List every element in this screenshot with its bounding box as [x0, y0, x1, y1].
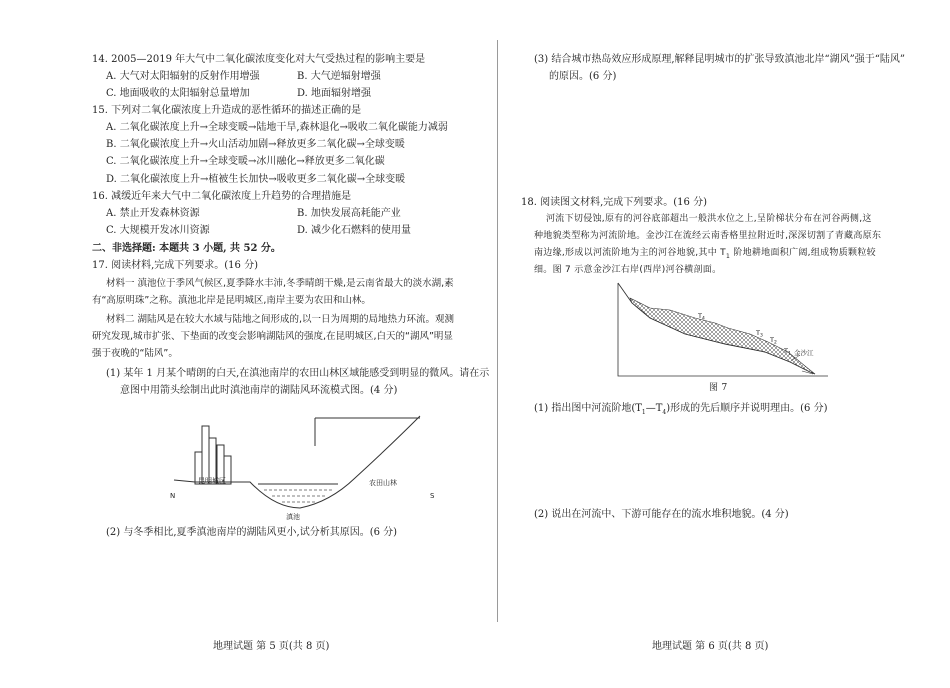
- terrace-t3-label: $T_3$: [756, 329, 763, 339]
- q16-stem: 16. 减缓近年来大气中二氧化碳浓度上升趋势的合理措施是: [92, 191, 352, 202]
- q18-stem: 18. 阅读图文材料,完成下列要求。(16 分): [521, 197, 707, 208]
- river-label: 金沙江: [794, 349, 814, 357]
- terrace-t4-label: $T_4$: [698, 312, 705, 322]
- building: [202, 426, 209, 484]
- q17-sub3-line2: 的原因。(6 分): [549, 71, 617, 82]
- south-label: S: [430, 492, 435, 500]
- q14-option-c[interactable]: C. 地面吸收的太阳辐射总量增加: [106, 88, 250, 99]
- q16-option-c[interactable]: C. 大规模开发冰川资源: [106, 225, 210, 236]
- q17-material2-line2: 研究发现,城市扩张、下垫面的改变会影响湖陆风的强度,在昆明城区,白天的“湖风”明显: [92, 331, 453, 342]
- q16-option-b[interactable]: B. 加快发展高耗能产业: [297, 208, 401, 219]
- left-page-footer: 地理试题 第 5 页(共 8 页): [213, 641, 330, 652]
- terrain-profile: [174, 416, 420, 508]
- q14-option-d[interactable]: D. 地面辐射增强: [297, 88, 372, 99]
- q16-option-d[interactable]: D. 减少化石燃料的使用量: [297, 225, 412, 236]
- q17-sub1-line1: (1) 某年 1 月某个晴朗的白天,在滇池南岸的农田山林区域能感受到明显的微风。请在示: [106, 368, 490, 379]
- q17-material2-line3: 强于夜晚的“陆风”。: [92, 348, 178, 359]
- q18-passage-line2: 种地貌类型称为河流阶地。金沙江在流经云南香格里拉附近时,深深切割了青藏高原东: [534, 231, 882, 241]
- right-page-footer: 地理试题 第 6 页(共 8 页): [652, 641, 769, 652]
- figure-7-caption: 图 7: [709, 383, 728, 393]
- north-label: N: [170, 492, 176, 500]
- q17-sub3-line1: (3) 结合城市热岛效应形成原理,解释昆明城市的扩张导致滇池北岸“湖风”强于“陆风”: [534, 54, 905, 65]
- q17-material1-line2: 有“高原明珠”之称。滇池北岸是昆明城区,南岸主要为农田和山林。: [92, 295, 371, 306]
- q15-option-c[interactable]: C. 二氧化碳浓度上升→全球变暖→冰川融化→释放更多二氧化碳: [106, 156, 385, 167]
- q18-passage-line4: 细。图 7 示意金沙江右岸(西岸)河谷横剖面。: [534, 265, 722, 275]
- q17-stem: 17. 阅读材料,完成下列要求。(16 分): [92, 260, 258, 271]
- q18-passage-line1: 河流下切侵蚀,原有的河谷底部超出一般洪水位之上,呈阶梯状分布在河谷两侧,这: [546, 214, 872, 224]
- q14-stem: 14. 2005—2019 年大气中二氧化碳浓度变化对大气受热过程的影响主要是: [92, 54, 426, 65]
- q18-passage-line3: 南边缘,形成以河流阶地为主的河谷地貌,其中 $T_1$ 阶地耕地面积广阔,组成物质颗粒较: [534, 248, 876, 260]
- lake-land-breeze-diagram[interactable]: [0, 408, 460, 528]
- lake-label: 滇池: [286, 513, 300, 521]
- farm-label: 农田山林: [369, 479, 397, 487]
- city-label: 昆明城区: [198, 477, 226, 485]
- q15-option-a[interactable]: A. 二氧化碳浓度上升→全球变暖→陆地干旱,森林退化→吸收二氧化碳能力减弱: [106, 122, 448, 133]
- q16-option-a[interactable]: A. 禁止开发森林资源: [106, 208, 200, 219]
- terrace-t1-label: $T_1$: [784, 347, 791, 357]
- page-divider: [497, 40, 498, 622]
- terrace-deposits: [630, 298, 815, 374]
- q17-sub2: (2) 与冬季相比,夏季滇池南岸的湖陆风更小,试分析其原因。(6 分): [106, 527, 398, 538]
- q17-material1-line1: 材料一 滇池位于季风气候区,夏季降水丰沛,冬季晴朗干燥,是云南省最大的淡水湖,素: [106, 278, 454, 289]
- q17-material2-line1: 材料二 湖陆风是在较大水域与陆地之间形成的,以一日为周期的局地热力环流。观测: [106, 314, 455, 325]
- q15-stem: 15. 下列对二氧化碳浓度上升造成的恶性循环的描述正确的是: [92, 105, 362, 116]
- q15-option-d[interactable]: D. 二氧化碳浓度上升→植被生长加快→吸收更多二氧化碳→全球变暖: [106, 174, 406, 185]
- q18-sub2: (2) 说出在河流中、下游可能存在的流水堆积地貌。(4 分): [534, 509, 789, 520]
- river-terrace-cross-section: [610, 278, 840, 393]
- section-2-heading: 二、非选择题: 本题共 3 小题, 共 52 分。: [92, 243, 281, 254]
- terrace-t2-label: $T_2$: [770, 336, 777, 346]
- q14-option-b[interactable]: B. 大气逆辐射增强: [297, 71, 381, 82]
- q17-sub1-line2: 意图中用箭头绘制出此时滇池南岸的湖陆风环流模式图。(4 分): [120, 385, 398, 396]
- q15-option-b[interactable]: B. 二氧化碳浓度上升→火山活动加剧→释放更多二氧化碳→全球变暖: [106, 139, 405, 150]
- q18-sub1: (1) 指出图中河流阶地$(T_1—T_4)$形成的先后顺序并说明理由。(6 分): [534, 403, 828, 416]
- q14-option-a[interactable]: A. 大气对太阳辐射的反射作用增强: [106, 71, 260, 82]
